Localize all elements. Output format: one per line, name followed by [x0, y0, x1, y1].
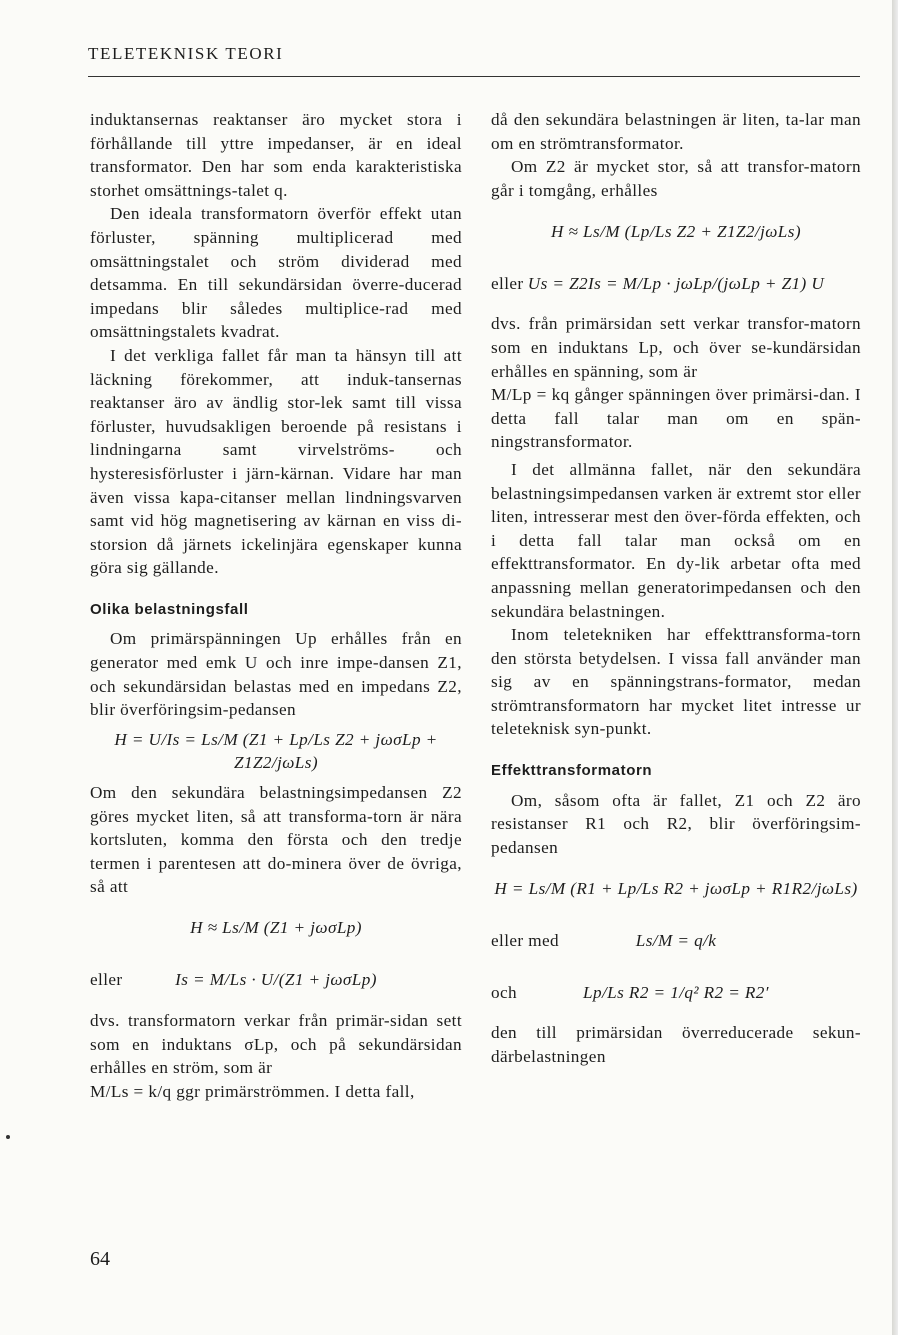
paragraph: Om, såsom ofta är fallet, Z1 och Z2 äro resistanser R1 och R2, blir överföringsim-pedansen	[491, 790, 861, 857]
paragraph: I det verkliga fallet får man ta hänsyn till att läckning förekommer, att induk-tansernas reaktanser äro av ändlig stor-lek samt till vissa förluster, huvudsakligen beroende på resistans i lindningarna samt virvelströms- och hysteresisförluster i järn-kärnan. Vidare har man även vissa kapa-citanser mellan lindningsvarven samt vid hög magnetisering av kärnan en viss di-storsion då järnets ickelinjära egenskaper kunna göra sig gällande.	[90, 345, 462, 578]
margin-dot	[6, 1135, 10, 1139]
paragraph: Om primärspänningen Up erhålles från en generator med emk U och inre impe-dansen Z1, och sekundärsidan belastas med en impedans Z2, blir överföringsim-pedansen	[90, 629, 462, 720]
equation: H = Ls/M (R1 + Lp/Ls R2 + jωσLp + R1R2/jωLs)	[494, 878, 858, 898]
equation: eller Us = Z2Is = M/Lp · jωLp/(jωLp + Z1) U	[491, 273, 825, 293]
paragraph: dvs. transformatorn verkar från primär-sidan sett som en induktans σLp, och på sekundärsidan erhålles en ström, som är	[90, 1011, 462, 1078]
right-column	[491, 108, 861, 1069]
paragraph: då den sekundära belastningen är liten, ta-lar man om en strömtransformator.	[491, 110, 861, 153]
paragraph: Om Z2 är mycket stor, så att transfor-matorn går i tomgång, erhålles	[491, 157, 861, 200]
section-heading: Effekttransformatorn	[491, 762, 653, 780]
left-column	[90, 108, 462, 1103]
equation: H ≈ Ls/M (Lp/Ls Z2 + Z1Z2/jωLs)	[551, 221, 801, 241]
paragraph: I det allmänna fallet, när den sekundära belastningsimpedansen varken är extremt stor eller liten, intresserar mest den över-förda effekten, och i detta fall talar man också om en effekttransformator. En dy-lik arbetar ofta med anpassning mellan generatorimpedansen och den sekundära belastningen.	[491, 459, 861, 621]
equation: eller med Ls/M = q/k	[491, 930, 717, 950]
running-header: TELETEKNISK TEORI	[88, 44, 284, 63]
paragraph: den till primärsidan överreducerade sekun-därbelastningen	[491, 1023, 861, 1067]
paragraph: Den ideala transformatorn överför effekt utan förluster, spänning multiplicerad med omsättningstalet och ström dividerad med detsamma. En till sekundärsidan överre-ducerad impedans blir således multiplice-rad med omsättningstalets kvadrat.	[90, 204, 462, 342]
equation: eller Is = M/Ls · U/(Z1 + jωσLp)	[90, 970, 377, 990]
paragraph: Inom teletekniken har effekttransforma-torn den största betydelsen. I vissa fall använder man sig av en spänningstrans-formator, medan strömtransformatorn har mycket litet intresse ur teleteknisk syn-punkt.	[491, 625, 861, 739]
section-heading: Olika belastningsfall	[90, 600, 249, 618]
paragraph: M/Lp = kq gånger spänningen över primärsi-dan. I detta fall talar man om en spän-ningstransformator.	[491, 385, 861, 452]
paragraph: M/Ls = k/q ggr primärströmmen. I detta fall,	[90, 1081, 415, 1101]
page-edge-shadow	[892, 0, 898, 1335]
paragraph: induktansernas reaktanser äro mycket stora i förhållande till yttre impedanser, är en ideal transformator. Den har som enda karakteristiska storhet omsättnings-talet q.	[90, 110, 462, 200]
equation: H = U/Is = Ls/M (Z1 + Lp/Ls Z2 + jωσLp + Z1Z2/jωLs)	[114, 729, 438, 773]
page-number: 64	[90, 1248, 110, 1270]
header-rule	[88, 76, 860, 77]
paragraph: dvs. från primärsidan sett verkar transfor-matorn som en induktans Lp, och över se-kundärsidan erhålles en spänning, som är	[491, 314, 861, 381]
equation: H ≈ Ls/M (Z1 + jωσLp)	[190, 918, 362, 938]
equation: och Lp/Ls R2 = 1/q² R2 = R2′	[491, 982, 769, 1002]
paragraph: Om den sekundära belastningsimpedansen Z2 göres mycket liten, så att transforma-torn är nära kortsluten, komma den första och den tredje termen i parentesen att do-minera över de övriga, så att	[90, 783, 462, 897]
